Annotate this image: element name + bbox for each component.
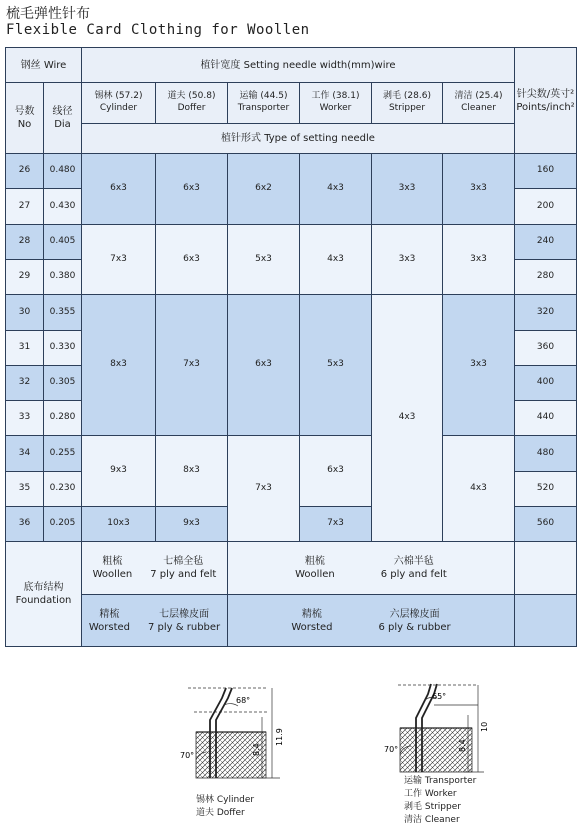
right-side-angle: 70° [384, 745, 399, 754]
foundation-spec-en: 7 ply & rubber [148, 621, 221, 633]
row-points: 560 [515, 507, 577, 542]
foundation-worsted-left [82, 595, 228, 647]
column-header-en: Cleaner [461, 103, 496, 113]
row-points: 440 [515, 401, 577, 436]
row-points: 320 [515, 295, 577, 331]
left-top-angle: 68° [236, 696, 251, 705]
column-header-en: Cylinder [99, 103, 138, 113]
cylinder-cell: 10x3 [82, 507, 156, 542]
doffer-cell: 6x3 [156, 154, 228, 225]
legend-item: 清洁 Cleaner [404, 815, 460, 825]
column-header-cn: 清洁 (25.4) [454, 91, 503, 102]
row-dia: 0.480 [44, 154, 82, 189]
row-no: 31 [6, 331, 44, 366]
foundation-type-en: Woollen [295, 569, 335, 580]
column-header-doffer [156, 83, 228, 124]
row-points: 520 [515, 472, 577, 507]
row-points: 240 [515, 225, 577, 260]
foundation-spec-en: 6 ply & rubber [378, 621, 451, 633]
row-points: 360 [515, 331, 577, 366]
row-dia: 0.380 [44, 260, 82, 295]
column-header-en: Worker [319, 103, 352, 113]
foundation-woollen-left [82, 542, 228, 595]
row-no: 27 [6, 189, 44, 225]
row-no: 30 [6, 295, 44, 331]
row-dia: 0.230 [44, 472, 82, 507]
column-header-cn: 道夫 (50.8) [167, 91, 216, 102]
column-header-en: Transporter [237, 103, 290, 113]
row-dia: 0.205 [44, 507, 82, 542]
left-side-angle: 70° [180, 751, 195, 760]
cleaner-cell: 4x3 [443, 436, 515, 542]
foundation-spec-cn: 七层橡皮面 [159, 608, 210, 620]
row-dia: 0.305 [44, 366, 82, 401]
foundation-spec-cn: 六层橡皮面 [389, 608, 440, 620]
row-no: 29 [6, 260, 44, 295]
foundation-type-en: Woollen [92, 569, 133, 580]
dia-header [44, 83, 82, 154]
title-chinese: 梳毛弹性针布 [6, 6, 90, 22]
no-header [6, 83, 44, 154]
row-points: 200 [515, 189, 577, 225]
points-header-en: Points/inch² [516, 101, 575, 113]
transporter-cell: 7x3 [228, 436, 300, 542]
needle-diagram-drawing [0, 660, 582, 825]
cylinder-cell: 8x3 [82, 295, 156, 436]
foundation-type-en: Worsted [88, 621, 130, 633]
foundation-type-cn: 粗梳 [102, 556, 123, 567]
foundation-woollen-right [228, 542, 515, 595]
column-header-transporter [228, 83, 300, 124]
foundation-blank-bottom [515, 595, 577, 647]
row-dia: 0.255 [44, 436, 82, 472]
worker-cell: 6x3 [300, 436, 372, 507]
column-header-cylinder [82, 83, 156, 124]
legend-item: 道夫 Doffer [196, 808, 245, 818]
row-no: 33 [6, 401, 44, 436]
cleaner-cell: 3x3 [443, 225, 515, 295]
foundation-blank-top [515, 542, 577, 595]
points-header [515, 48, 577, 154]
row-no: 26 [6, 154, 44, 189]
worker-cell: 5x3 [300, 295, 372, 436]
legend-item: 剥毛 Stripper [404, 802, 461, 812]
row-dia: 0.430 [44, 189, 82, 225]
stripper-cell: 3x3 [372, 154, 443, 225]
right-top-angle: 65° [432, 692, 447, 701]
row-points: 480 [515, 436, 577, 472]
foundation-label-cn: 底布结构 [23, 582, 64, 593]
no-header-en: No [17, 119, 32, 130]
card-clothing-table [5, 47, 577, 647]
column-header-stripper [372, 83, 443, 124]
stripper-cell: 4x3 [372, 295, 443, 542]
doffer-cell: 7x3 [156, 295, 228, 436]
foundation-worsted-right [228, 595, 515, 647]
row-points: 400 [515, 366, 577, 401]
cylinder-cell: 9x3 [82, 436, 156, 507]
transporter-cell: 5x3 [228, 225, 300, 295]
row-dia: 0.405 [44, 225, 82, 260]
cylinder-cell: 7x3 [82, 225, 156, 295]
foundation-type-cn: 精梳 [99, 608, 120, 620]
column-header-cleaner [443, 83, 515, 124]
foundation-label-en: Foundation [15, 595, 72, 606]
foundation-spec-cn: 六棉半毡 [393, 556, 434, 567]
points-header-cn: 针尖数/英寸² [516, 88, 575, 100]
row-points: 280 [515, 260, 577, 295]
column-header-cn: 工作 (38.1) [311, 91, 360, 102]
setting-width-header: 植针宽度 Setting needle width(mm)wire [82, 48, 515, 83]
wire-header: 钢丝 Wire [6, 48, 82, 83]
row-no: 35 [6, 472, 44, 507]
no-header-cn: 号数 [14, 106, 35, 117]
right-diagram-legend [404, 775, 476, 827]
row-dia: 0.355 [44, 295, 82, 331]
cleaner-cell: 3x3 [443, 154, 515, 225]
transporter-cell: 6x3 [228, 295, 300, 436]
worker-needle-diagram [384, 684, 489, 772]
setting-type-header: 植针形式 Type of setting needle [82, 124, 515, 154]
foundation-type-cn: 精梳 [301, 608, 322, 620]
dia-header-cn: 线径 [52, 106, 73, 117]
dia-header-en: Dia [54, 119, 71, 130]
transporter-cell: 6x2 [228, 154, 300, 225]
doffer-cell: 8x3 [156, 436, 228, 507]
row-no: 34 [6, 436, 44, 472]
foundation-label [6, 542, 82, 647]
column-header-en: Doffer [177, 103, 206, 113]
foundation-spec-en: 7 ply and felt [150, 569, 217, 580]
left-diagram-legend [196, 794, 254, 820]
doffer-cell: 6x3 [156, 225, 228, 295]
title-english: Flexible Card Clothing for Woollen [6, 22, 310, 38]
foundation-type-en: Worsted [291, 621, 333, 633]
legend-item: 运输 Transporter [404, 776, 477, 786]
cleaner-cell: 3x3 [443, 295, 515, 436]
column-header-cn: 剥毛 (28.6) [383, 91, 431, 102]
left-dim-small: 8.4 [252, 743, 261, 756]
row-no: 36 [6, 507, 44, 542]
left-dim-large: 11.9 [275, 728, 284, 746]
cylinder-cell: 6x3 [82, 154, 156, 225]
row-points: 160 [515, 154, 577, 189]
cylinder-needle-diagram [180, 688, 284, 778]
column-header-en: Stripper [388, 103, 426, 113]
row-dia: 0.330 [44, 331, 82, 366]
worker-cell: 4x3 [300, 225, 372, 295]
column-header-worker [300, 83, 372, 124]
foundation-type-cn: 粗梳 [304, 556, 325, 567]
legend-item: 锡林 Cylinder [196, 795, 255, 805]
row-no: 32 [6, 366, 44, 401]
right-dim-small: 8.4 [458, 739, 467, 752]
doffer-cell: 9x3 [156, 507, 228, 542]
right-dim-large: 10 [480, 721, 489, 732]
foundation-spec-cn: 七棉全毡 [163, 556, 204, 567]
row-dia: 0.280 [44, 401, 82, 436]
column-header-cn: 锡林 (57.2) [94, 91, 143, 102]
column-header-cn: 运输 (44.5) [239, 91, 288, 102]
foundation-spec-en: 6 ply and felt [380, 569, 447, 580]
row-no: 28 [6, 225, 44, 260]
legend-item: 工作 Worker [404, 789, 457, 799]
worker-cell: 7x3 [300, 507, 372, 542]
worker-cell: 4x3 [300, 154, 372, 225]
stripper-cell: 3x3 [372, 225, 443, 295]
needle-diagrams [0, 660, 582, 825]
